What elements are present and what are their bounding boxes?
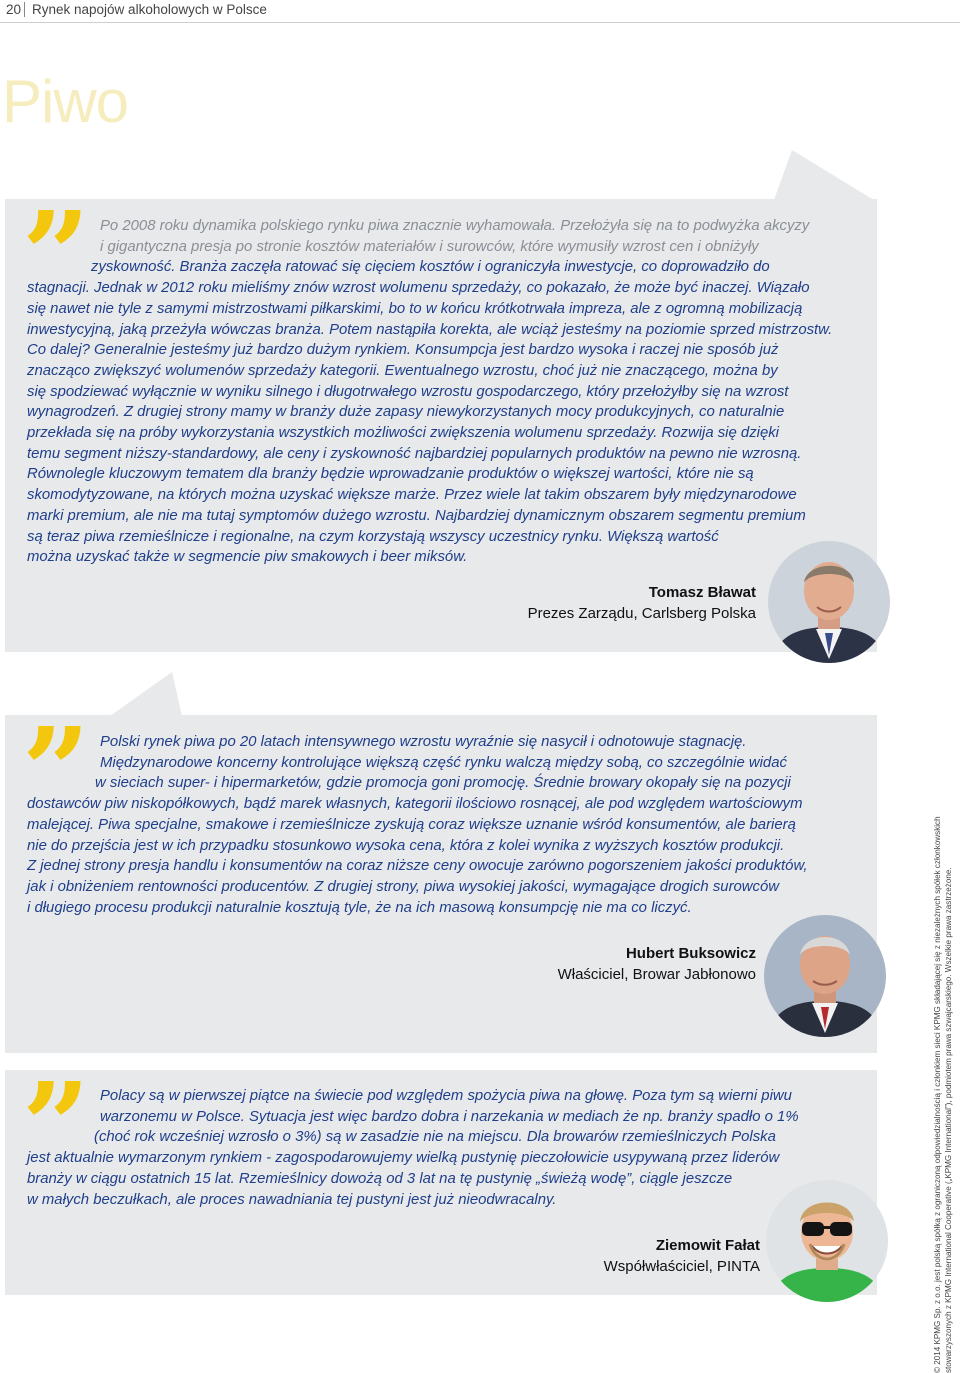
speaker-name: Hubert Buksowicz	[625, 945, 756, 962]
quote-line: (choć rok wcześniej wzrosło o 3%) są w zasadzie nie na miejscu. Dla browarów rzemieślniczych Polska	[94, 1129, 776, 1146]
quote-line: branży w ciągu ostatnich 15 lat. Rzemieślnicy dowożą od 3 lat na tę pustynię „świeżą wodę”, ciągle jeszcze	[27, 1170, 733, 1187]
quote-line: Równolegle kluczowym tematem dla branży będzie wprowadzanie produktów o większej wartości, które nie są	[27, 466, 754, 483]
speaker-avatar-3	[766, 1180, 888, 1302]
speaker-block-1	[528, 582, 756, 624]
speaker-avatar-1	[768, 541, 890, 663]
quote-line: zyskowność. Branża zaczęła ratować się cięciem kosztów i ograniczyła inwestycje, co doprowadziło do	[91, 259, 770, 276]
quote-line: dostawców piw niskopółkowych, bądź marek własnych, kategorii ilościowo rosnącej, ale pod względem wartościowym	[27, 796, 803, 813]
quote-line: skomodytyzowane, na których można uzyskać większe marże. Przez wiele lat takim obszarem były międzynarodowe	[27, 487, 797, 504]
copyright-line-1: © 2014 KPMG Sp. z o.o. jest polską spółką z ograniczoną odpowiedzialnością i członkiem sieci KPMG składającej się z niezależnych spółek członkowskich	[933, 816, 942, 1373]
quote-line: Polacy są w pierwszej piątce na świecie pod względem spożycia piwa na głowę. Poza tym są wierni piwu	[100, 1088, 792, 1104]
speaker-role: Prezes Zarządu, Carlsberg Polska	[527, 605, 756, 622]
quote-mark-icon: ”	[22, 701, 84, 840]
speaker-role: Właściciel, Browar Jabłonowo	[557, 966, 756, 983]
quote-mark-icon: ”	[22, 1056, 84, 1195]
quote-line: stagnacji. Jednak w 2012 roku mieliśmy znów wzrost wolumenu sprzedaży, co pokazało, że może być inaczej. Wiązało	[27, 280, 810, 297]
quote-line: przekłada się na próby wykorzystania wszystkich możliwości zwiększenia wolumenu sprzedaży. Rozwija się dzięki	[27, 425, 779, 442]
copyright-note	[932, 813, 954, 1373]
page-title: Piwo	[2, 68, 129, 135]
quote-mark-icon: ”	[22, 185, 84, 324]
speaker-role: Współwłaściciel, PINTA	[603, 1258, 760, 1275]
page-header	[0, 0, 960, 23]
quote-line: Po 2008 roku dynamika polskiego rynku piwa znacznie wyhamowała. Przełożyła się na to podwyżka akcyzy	[100, 218, 810, 234]
quote-line: warzonemu w Polsce. Sytuacja jest więc bardzo dobra i narzekania w mediach że np. branży spadło o 1%	[100, 1108, 799, 1125]
quote-line: w małych beczułkach, ale proces nawadniania tej pustyni jest już nieodwracalny.	[27, 1191, 557, 1208]
quote-line: są teraz piwa rzemieślnicze i regionalne, na czym korzystają wszyscy uczestnicy rynku. Większą wartość	[27, 528, 719, 545]
quote-line: Z jednej strony presja handlu i konsumentów na coraz niższe ceny owocuje zarówno pogorszeniem jakości produktów,	[27, 858, 808, 875]
speaker-name: Ziemowit Fałat	[655, 1237, 760, 1254]
speaker-block-3	[604, 1235, 760, 1277]
speaker-block-2	[558, 943, 756, 985]
quote-line: i gigantyczna presja po stronie kosztów materiałów i surowców, które wymusiły wzrost cen i obniżyły	[100, 238, 759, 255]
speaker-name: Tomasz Bławat	[648, 584, 756, 601]
quote-line: i długiego procesu produkcji naturalnie kosztują tyle, że na ich masową konsumpcję nie ma co liczyć.	[27, 899, 692, 916]
quote-line: Polski rynek piwa po 20 latach intensywnego wzrostu wyraźnie się nasycił i odnotowuje stagnację.	[100, 734, 747, 750]
quote-line: marki premium, ale nie ma tutaj symptomów dużego wzrostu. Najbardziej dynamicznym obszarem segmentu premium	[27, 507, 806, 524]
quote-text-2	[27, 732, 808, 918]
quote-text-3	[27, 1086, 799, 1210]
running-title: Rynek napojów alkoholowych w Polsce	[32, 2, 267, 17]
speaker-avatar-2	[764, 915, 886, 1037]
quote-line: jak i obniżeniem rentowności producentów. Z drugiej strony, piwa wysokiej jakości, wymagające drogich surowców	[27, 878, 780, 895]
quote-line: wynagrodzeń. Z drugiej strony mamy w branży duże zapasy niewykorzystanych mocy produkcyjnych, co naturalnie	[27, 404, 785, 421]
quote-line: można uzyskać także w segmencie piw smakowych i beer miksów.	[27, 549, 468, 566]
copyright-line-2: stowarzyszonych z KPMG International Cooperative („KPMG International”), podmiotem prawa szwajcarskiego. Wszelkie prawa zastrzeżone.	[944, 867, 953, 1373]
quote-line: się spodziewać wyłącznie w wyniku silnego i długotrwałego wzrostu gospodarczego, który przełożyłby się na wzrost	[27, 383, 789, 400]
quote-text-1	[27, 216, 832, 568]
quote-line: Co dalej? Generalnie jesteśmy już bardzo dużym rynkiem. Konsumpcja jest bardzo wysoka i raczej nie sposób już	[27, 342, 779, 359]
quote-line: malejącej. Piwa specjalne, smakowe i rzemieślnicze zyskują coraz większe uznanie wśród konsumentów, ale barierą	[27, 816, 796, 833]
quote-line: jest aktualnie wymarzonym rynkiem - zagospodarowujemy wielką pustynię pieczołowicie usypywaną przez liderów	[27, 1150, 780, 1167]
quote-line: Międzynarodowe koncerny kontrolujące większą część rynku walczą między sobą, co szczególnie widać	[100, 754, 787, 771]
header-divider	[24, 2, 25, 17]
quote-line: się nawet nie tyle z samymi mistrzostwami piłkarskimi, bo to w końcu krótkotrwała impreza, ale z ogromną mobilizacją	[27, 300, 803, 317]
quote-line: inwestycyjną, jaką przeżyła wówczas branża. Potem nastąpiła korekta, ale wciąż jesteśmy na poziomie sprzed mistrzostw.	[27, 321, 833, 338]
quote-line: nie do przejścia jest w ich przypadku stosunkowo wysoka cena, która z kolei wynika z wyższych kosztów produkcji.	[27, 837, 785, 854]
page-number: 20	[6, 2, 22, 17]
quote-line: znacząco zwiększyć wolumenów sprzedaży kategorii. Ewentualnego wzrostu, choć już nie znaczącego, można by	[27, 362, 778, 379]
quote-line: temu segment niższy-standardowy, ale ceny i zyskowność najbardziej popularnych produktów na pewno nie wzrosną.	[27, 445, 802, 462]
quote-line: w sieciach super- i hipermarketów, gdzie promocja goni promocję. Średnie browary okopały się na pozycji	[95, 775, 791, 792]
